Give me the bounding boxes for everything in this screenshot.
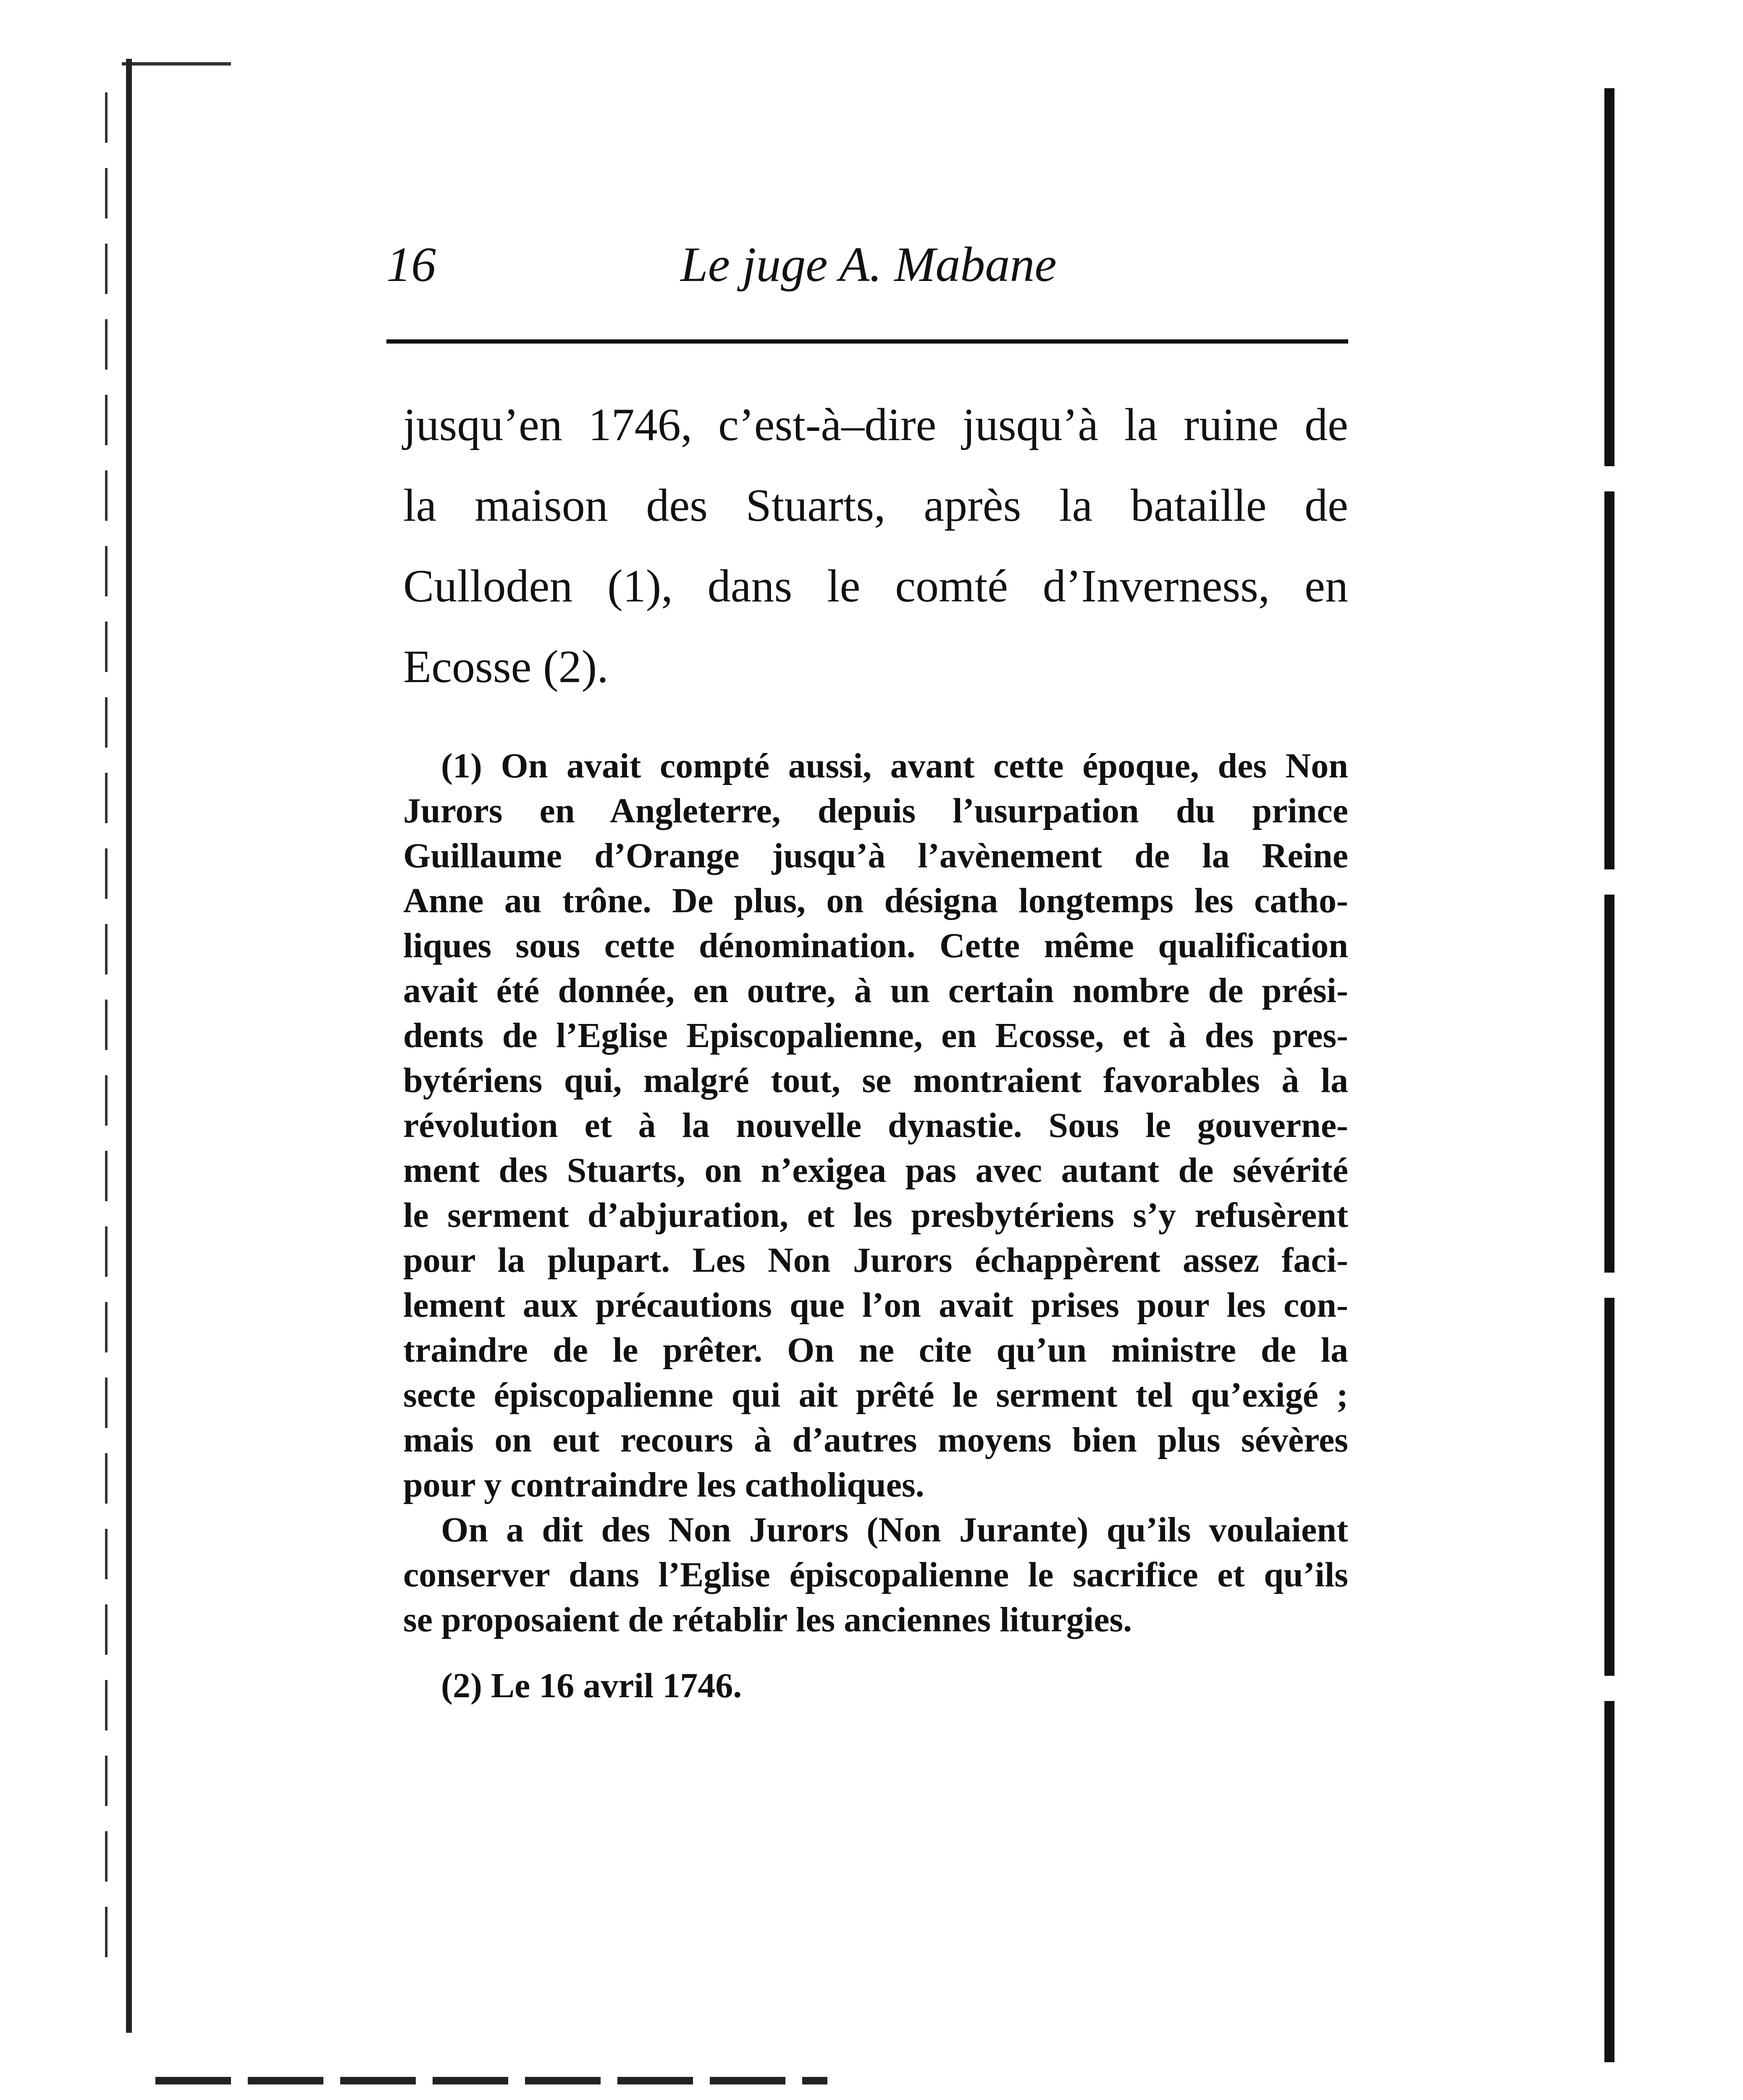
footnote-line: le serment d’abjuration, et les presbytériens s’y refusèrent bbox=[403, 1196, 1348, 1235]
footnote-line: révolution et à la nouvelle dynastie. Sous le gouverne- bbox=[403, 1106, 1348, 1145]
footnote-line: conserver dans l’Eglise épiscopalienne le sacrifice et qu’ils bbox=[403, 1555, 1348, 1594]
main-text-line: jusqu’en 1746, c’est-à–dire jusqu’à la ruine de bbox=[403, 399, 1348, 450]
footnote-line: pour y contraindre les catholiques. bbox=[403, 1465, 924, 1504]
scan-edge-bottom bbox=[155, 2077, 827, 2084]
footnote-line: lement aux précautions que l’on avait prises pour les con- bbox=[403, 1286, 1348, 1325]
running-title: Le juge A. Mabane bbox=[680, 237, 1057, 292]
footnote-line: Jurors en Angleterre, depuis l’usurpation du prince bbox=[403, 791, 1348, 830]
page-number: 16 bbox=[386, 237, 436, 292]
footnote-line: Anne au trône. De plus, on désigna longtemps les catho- bbox=[403, 881, 1348, 920]
footnote-line: traindre de le prêter. On ne cite qu’un ministre de la bbox=[403, 1331, 1348, 1370]
footnote-line: mais on eut recours à d’autres moyens bien plus sévères bbox=[403, 1420, 1348, 1460]
footnote-line: se proposaient de rétablir les anciennes liturgies. bbox=[403, 1600, 1132, 1639]
footnote-line: ment des Stuarts, on n’exigea pas avec autant de sévérité bbox=[403, 1151, 1348, 1190]
footnote-line: avait été donnée, en outre, à un certain nombre de prési- bbox=[403, 971, 1348, 1010]
footnote-line: On a dit des Non Jurors (Non Jurante) qu’ils voulaient bbox=[441, 1510, 1348, 1549]
scan-edge-left-shadow bbox=[105, 92, 108, 1982]
footnote-2: (2) Le 16 avril 1746. bbox=[441, 1666, 742, 1705]
scan-edge-top bbox=[122, 62, 231, 66]
header-rule bbox=[386, 339, 1348, 344]
footnote-line: bytériens qui, malgré tout, se montraient favorables à la bbox=[403, 1061, 1348, 1100]
footnote-line: liques sous cette dénomination. Cette même qualification bbox=[403, 926, 1348, 965]
page-header bbox=[378, 227, 1348, 302]
scan-edge-right bbox=[1604, 88, 1614, 2062]
footnote-line: (1) On avait compté aussi, avant cette époque, des Non bbox=[441, 746, 1348, 785]
main-text-line: la maison des Stuarts, après la bataille de bbox=[403, 480, 1348, 531]
main-text bbox=[403, 384, 1348, 707]
footnote-line: pour la plupart. Les Non Jurors échappèrent assez faci- bbox=[403, 1241, 1348, 1280]
scan-edge-left bbox=[126, 59, 132, 2033]
main-text-line: Culloden (1), dans le comté d’Inverness, en bbox=[403, 560, 1348, 612]
footnote-1 bbox=[403, 743, 1348, 1642]
main-text-line: Ecosse (2). bbox=[403, 641, 609, 692]
footnote-line: secte épiscopalienne qui ait prêté le serment tel qu’exigé ; bbox=[403, 1376, 1348, 1415]
footnote-line: dents de l’Eglise Episcopalienne, en Ecosse, et à des pres- bbox=[403, 1016, 1348, 1055]
footnote-line: Guillaume d’Orange jusqu’à l’avènement de la Reine bbox=[403, 836, 1348, 875]
